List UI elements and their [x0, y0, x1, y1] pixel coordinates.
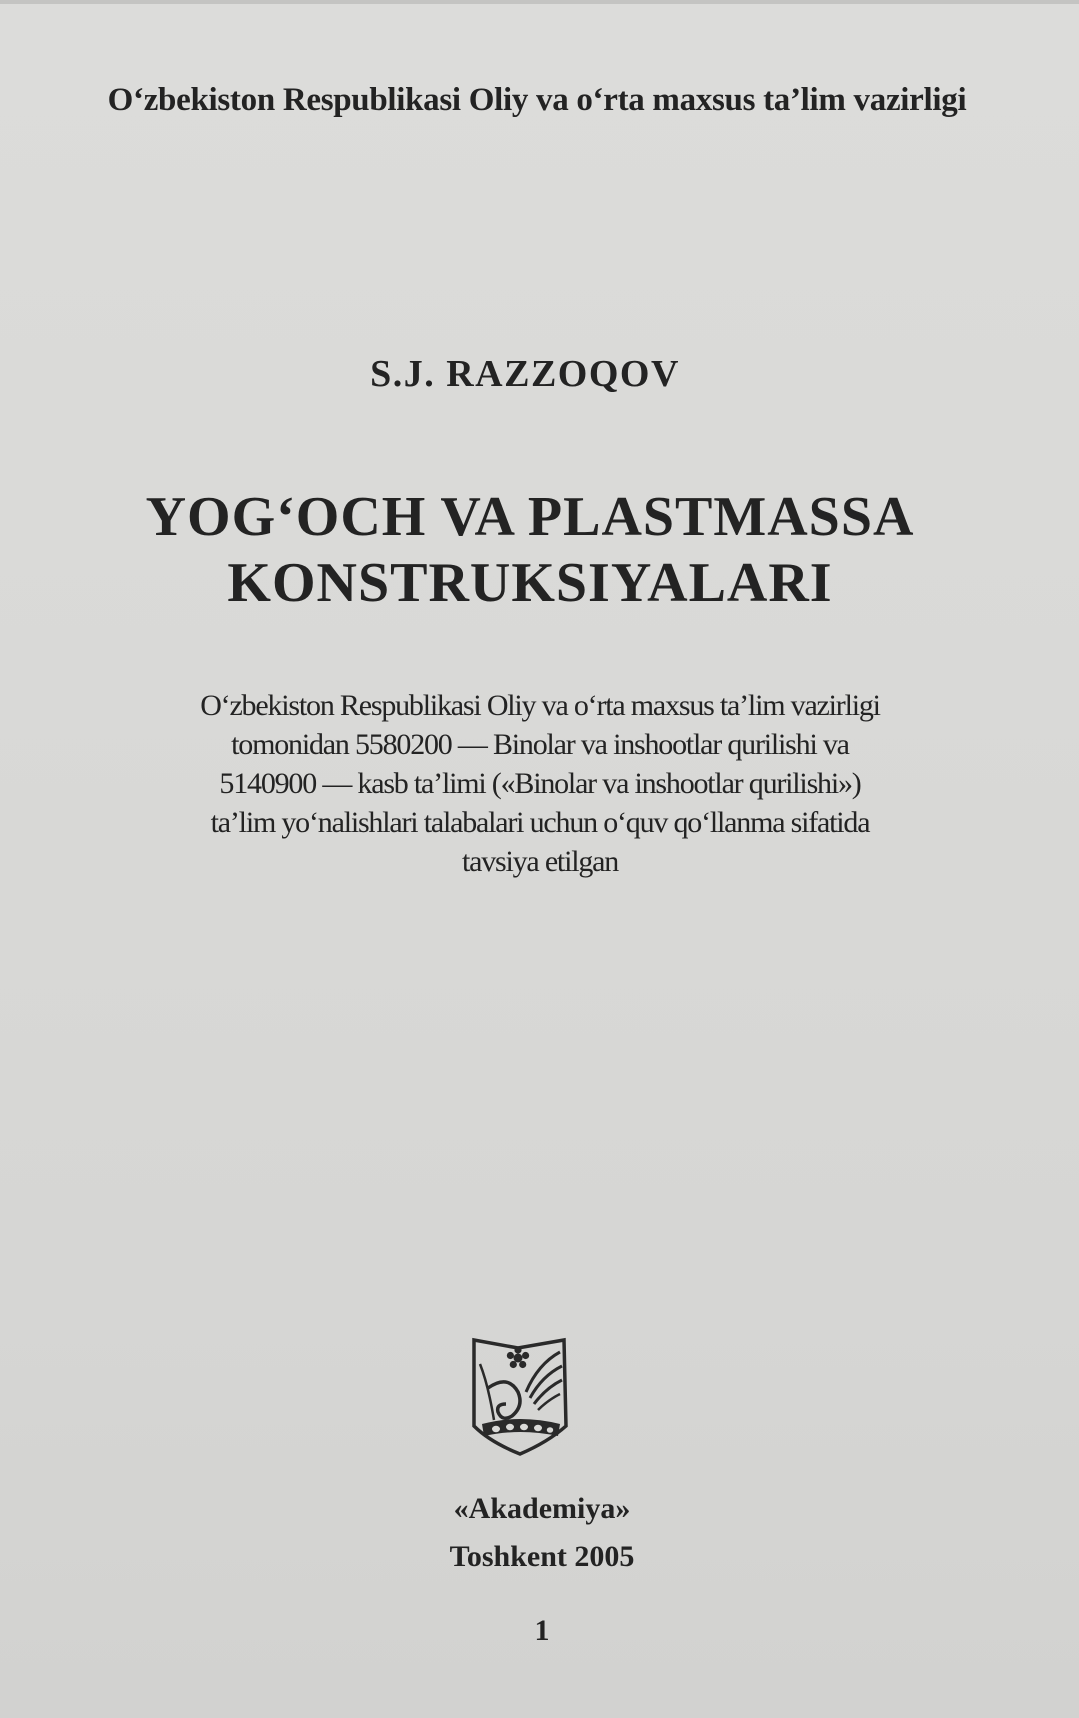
recommendation-line-1: O‘zbekiston Respublikasi Oliy va o‘rta maxsus ta’lim vazirligi: [200, 689, 880, 722]
recommendation-line-3: 5140900 — kasb ta’limi («Binolar va inshootlar qurilishi»): [219, 767, 861, 800]
publisher-info: [42, 1485, 1042, 1581]
book-title: [50, 484, 1010, 616]
book-title-line-2: KONSTRUKSIYALARI: [227, 552, 833, 614]
page-top-edge: [0, 0, 1079, 4]
author-name: S.J. RAZZOQOV: [370, 353, 680, 395]
recommendation-line-5: tavsiya etilgan: [461, 845, 619, 878]
recommendation-line-4: ta’lim yo‘nalishlari talabalari uchun o‘quv qo‘llanma sifatida: [210, 806, 870, 839]
publisher-logo-icon: [468, 1334, 572, 1458]
recommendation-line-2: tomonidan 5580200 — Binolar va inshootlar qurilishi va: [231, 728, 849, 761]
book-title-line-1: YOG‘OCH VA PLASTMASSA: [145, 486, 915, 548]
page-number: 1: [534, 1614, 550, 1647]
ministry-header: O‘zbekiston Respublikasi Oliy va o‘rta maxsus ta’lim vazirligi: [107, 82, 967, 118]
recommendation-text: [60, 686, 1020, 881]
publisher-name: «Akademiya»: [453, 1492, 631, 1525]
publication-city-year: Toshkent 2005: [449, 1540, 635, 1573]
